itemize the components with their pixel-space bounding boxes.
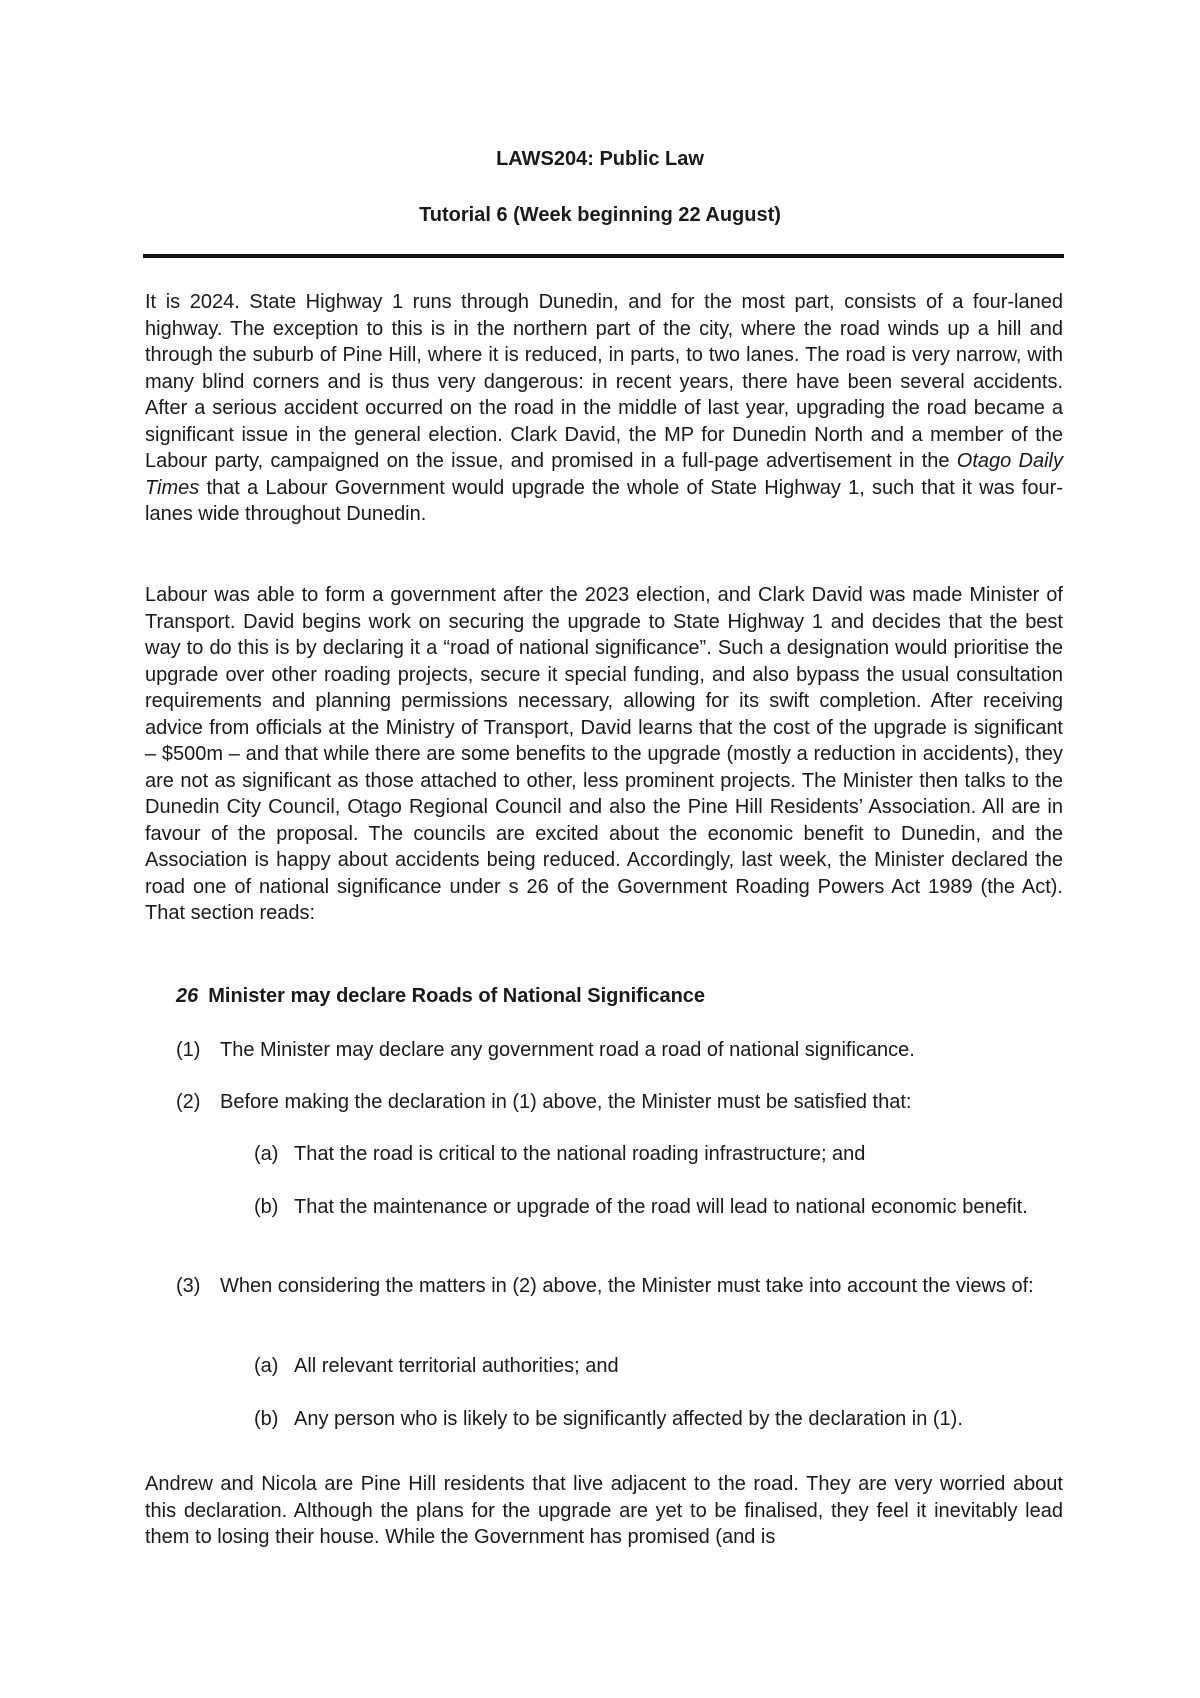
clause-label: (3) xyxy=(176,1275,201,1297)
clause-text: Before making the declaration in (1) above, the Minister must be satisfied that: xyxy=(220,1091,912,1113)
subclause-text: That the road is critical to the national roading infrastructure; and xyxy=(294,1143,866,1165)
clause-text: When considering the matters in (2) above, the Minister must take into account the views of: xyxy=(220,1275,1034,1297)
section-number: 26 xyxy=(176,985,199,1007)
subclause-label: (a) xyxy=(254,1143,279,1165)
clause-3b xyxy=(254,1406,1064,1433)
paragraph-residents: Andrew and Nicola are Pine Hill residents that live adjacent to the road. They are very worried about this declaration. Although the plans for the upgrade are yet to be finalised, they feel it inevitably lead them to losing their house. While the Government has promised (and is xyxy=(145,1473,1063,1548)
section-heading-text: Minister may declare Roads of National Significance xyxy=(208,985,706,1007)
newspaper-title: Otago Daily Times xyxy=(145,450,1063,499)
clause-2 xyxy=(176,1089,1064,1116)
tutorial-title: Tutorial 6 (Week beginning 22 August) xyxy=(419,204,781,226)
clause-label: (1) xyxy=(176,1039,201,1061)
clause-2b xyxy=(254,1194,1064,1221)
clause-label: (2) xyxy=(176,1091,201,1113)
clause-text: The Minister may declare any government road a road of national significance. xyxy=(220,1039,915,1061)
header-divider xyxy=(143,254,1064,258)
clause-3a xyxy=(254,1353,1064,1380)
clause-3 xyxy=(176,1273,1064,1300)
subclause-text: All relevant territorial authorities; and xyxy=(294,1355,619,1377)
clause-2a xyxy=(254,1141,1064,1168)
paragraph-intro-end: that a Labour Government would upgrade the whole of State Highway 1, such that it was four-lanes wide throughout Dunedin. xyxy=(145,476,1063,525)
clause-1 xyxy=(176,1037,1064,1064)
paragraph-intro-text: It is 2024. State Highway 1 runs through Dunedin, and for the most part, consists of a four-laned highway. The exception to this is in the northern part of the city, where the road winds up a hill and through the suburb of Pine Hill, where it is reduced, in parts, to two lanes. The road is very narrow, with many blind corners and is thus very dangerous: in recent years, there have been several accidents. After a serious accident occurred on the road in the middle of last year, upgrading the road became a significant issue in the general election. Clark David, the MP for Dunedin North and a member of the Labour party, campaigned on the issue, and promised in a full-page advertisement in the xyxy=(145,291,1063,472)
paragraph-intro xyxy=(145,289,1063,528)
subclause-label: (a) xyxy=(254,1355,279,1377)
subclause-label: (b) xyxy=(254,1196,279,1218)
subclause-text: Any person who is likely to be significantly affected by the declaration in (1). xyxy=(294,1408,963,1430)
section-heading xyxy=(176,985,705,1008)
course-title: LAWS204: Public Law xyxy=(496,148,704,170)
subclause-label: (b) xyxy=(254,1408,279,1430)
subclause-text: That the maintenance or upgrade of the road will lead to national economic benefit. xyxy=(294,1196,1028,1218)
paragraph-designation: Labour was able to form a government after the 2023 election, and Clark David was made Minister of Transport. David begins work on securing the upgrade to State Highway 1 and decides that the best way to do this is by declaring it a “road of national significance”. Such a designation would prioritise the upgrade over other roading projects, secure it special funding, and also bypass the usual consultation requirements and planning permissions necessary, allowing for its swift completion. After receiving advice from officials at the Ministry of Transport, David learns that the cost of the upgrade is significant – $500m – and that while there are some benefits to the upgrade (mostly a reduction in accidents), they are not as significant as those attached to other, less prominent projects. The Minister then talks to the Dunedin City Council, Otago Regional Council and also the Pine Hill Residents’ Association. All are in favour of the proposal. The councils are excited about the economic benefit to Dunedin, and the Association is happy about accidents being reduced. Accordingly, last week, the Minister declared the road one of national significance under s 26 of the Government Roading Powers Act 1989 (the Act). That section reads: xyxy=(145,584,1063,924)
